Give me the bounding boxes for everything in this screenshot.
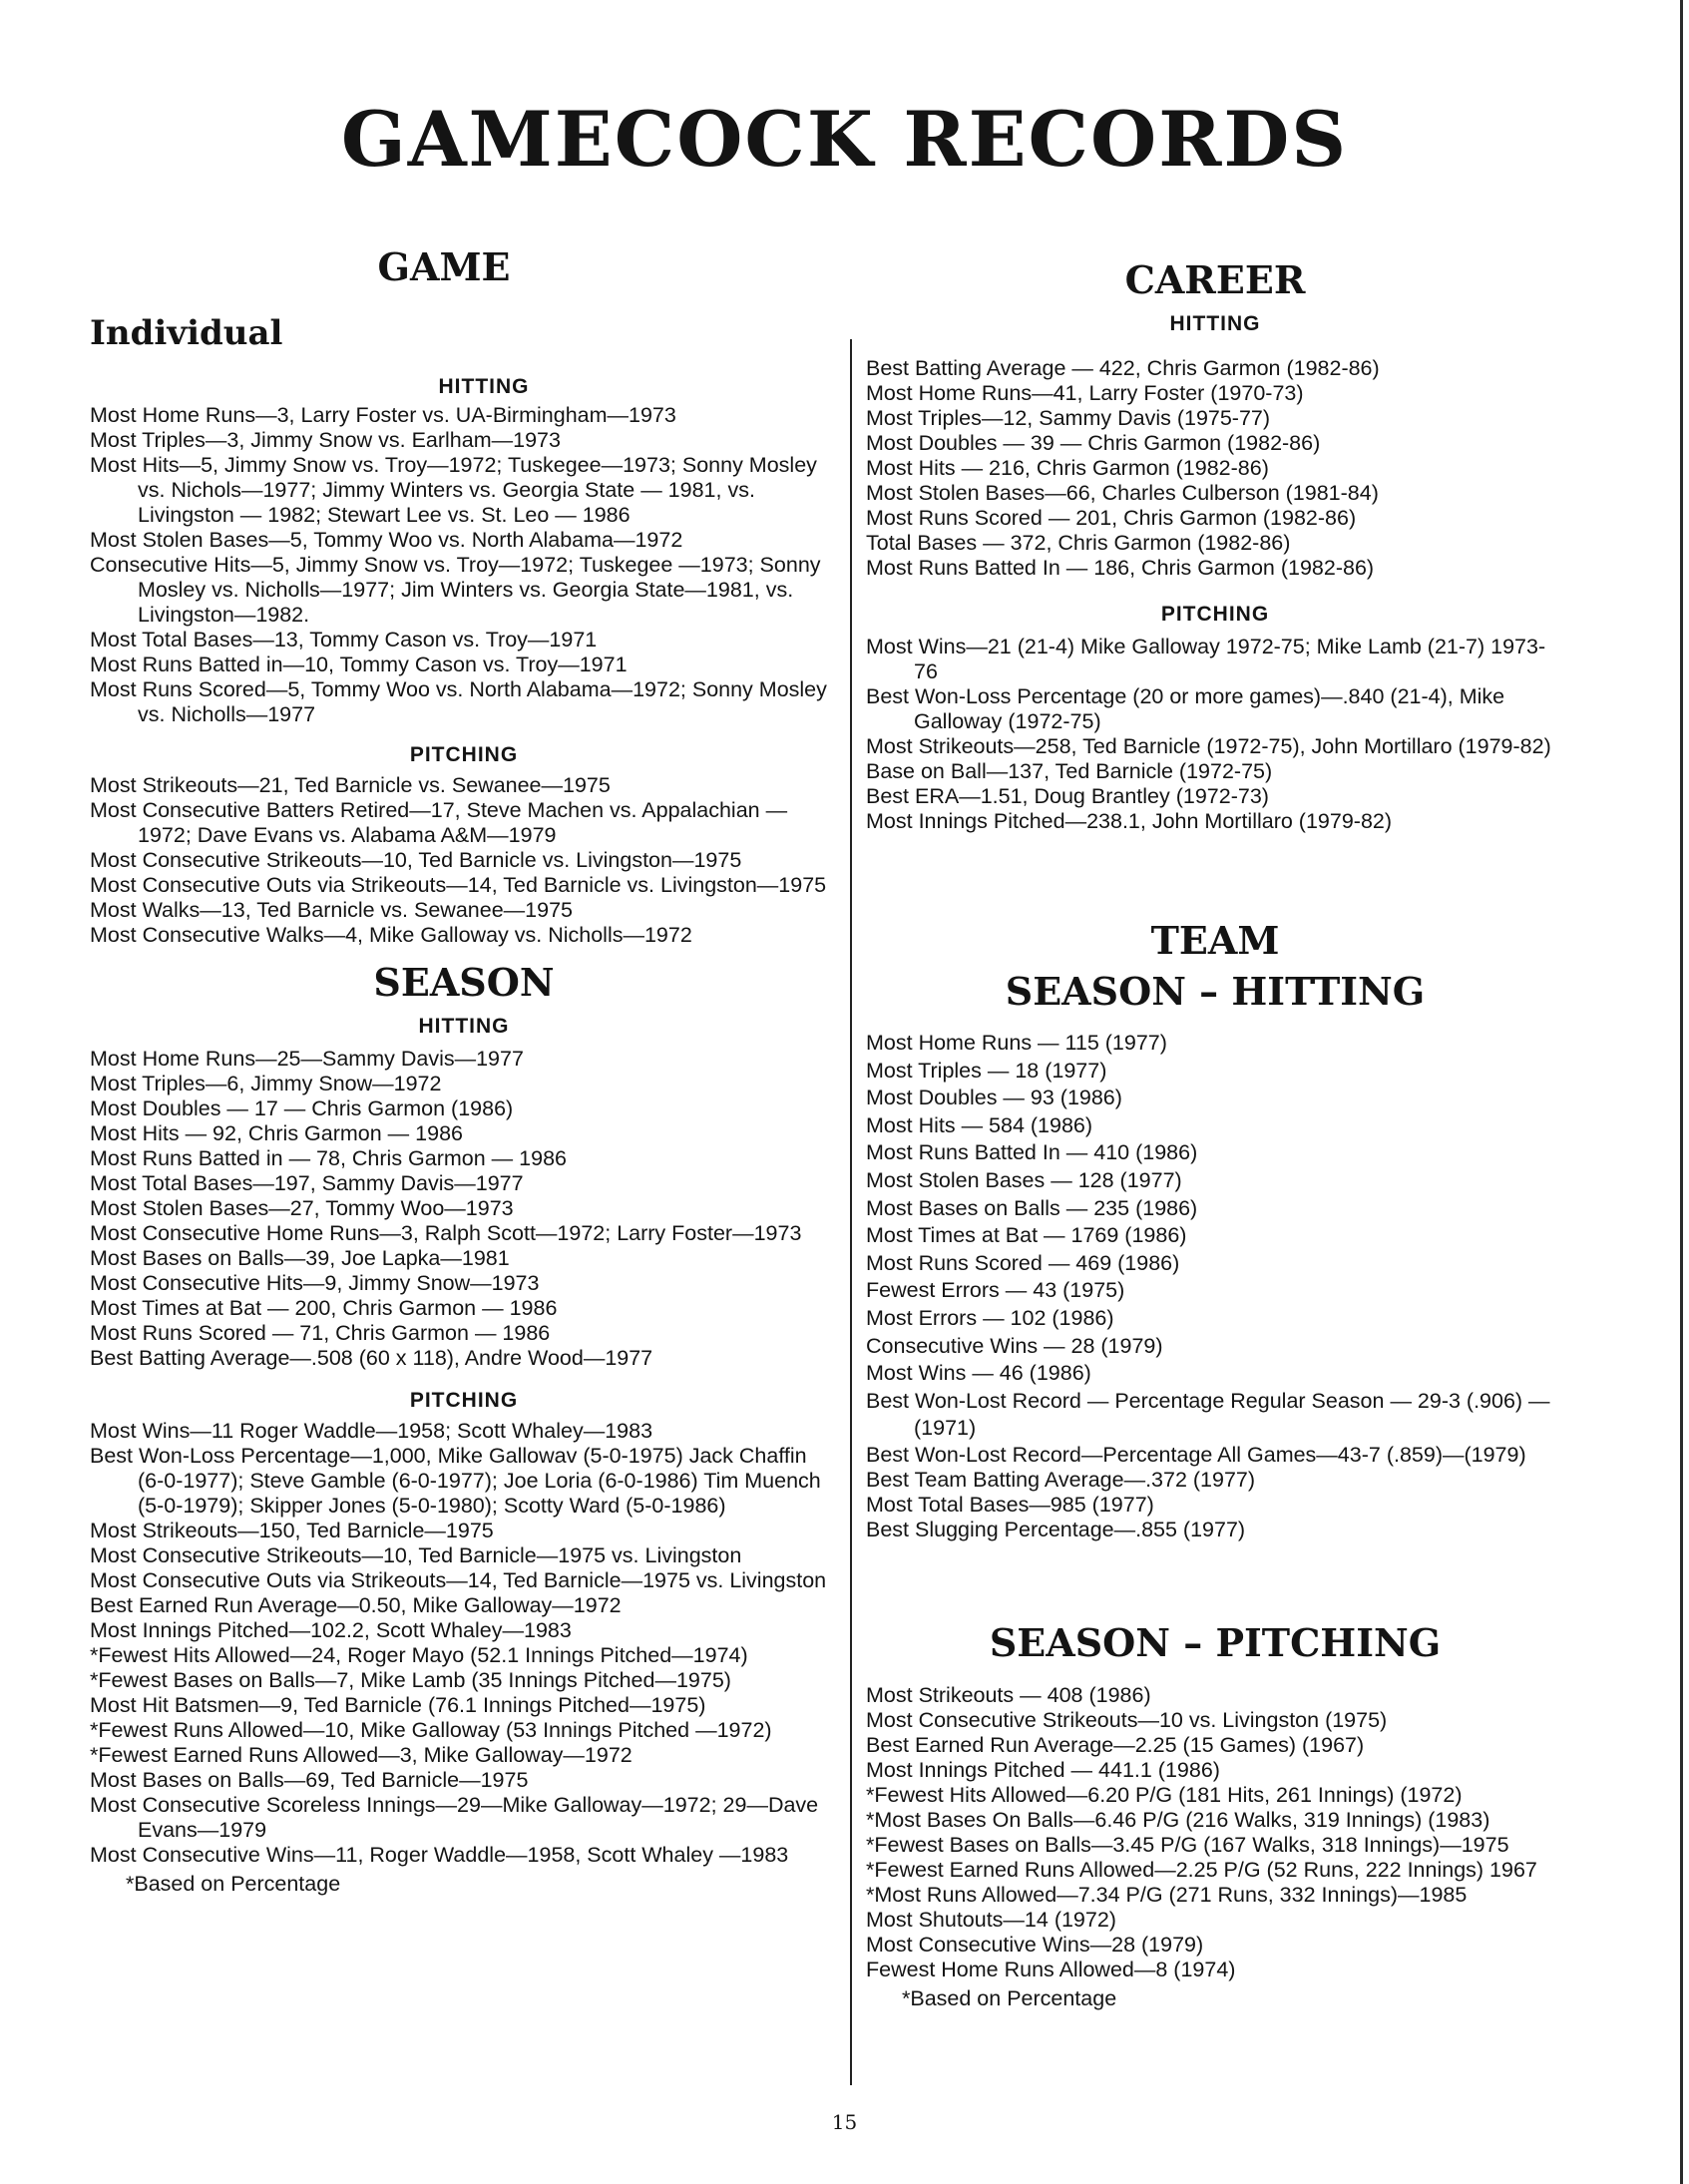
- list-item: Most Wins — 46 (1986): [866, 1361, 1091, 1386]
- list-item: Most Wins—21 (21-4) Mike Galloway 1972-75; Mike Lamb (21-7) 1973-76: [866, 635, 1546, 683]
- list-item: Most Total Bases—985 (1977): [866, 1492, 1154, 1517]
- list-item: Best Won-Lost Record—Percentage All Games—43-7 (.859)—(1979): [866, 1442, 1526, 1467]
- list-item: Most Consecutive Hits—9, Jimmy Snow—1973: [90, 1271, 540, 1295]
- list-item: Most Stolen Bases—27, Tommy Woo—1973: [90, 1196, 514, 1220]
- list-item: Most Runs Batted In — 186, Chris Garmon (1982-86): [866, 556, 1375, 580]
- list-item: Most Innings Pitched—102.2, Scott Whaley—1983: [90, 1618, 572, 1642]
- list-item: Most Hits — 92, Chris Garmon — 1986: [90, 1121, 463, 1145]
- list-item: Fewest Home Runs Allowed—8 (1974): [866, 1957, 1236, 1981]
- list-item: Most Consecutive Scoreless Innings—29—Mike Galloway—1972; 29—Dave Evans—1979: [90, 1793, 819, 1842]
- list-item: Most Stolen Bases—66, Charles Culberson (1981-84): [866, 481, 1379, 505]
- list-item: *Fewest Earned Runs Allowed—2.25 P/G (52 Runs, 222 Innings) 1967: [866, 1857, 1537, 1882]
- list-item: Best Earned Run Average—2.25 (15 Games) (1967): [866, 1732, 1365, 1757]
- list-item: Most Runs Scored — 71, Chris Garmon — 1986: [90, 1321, 551, 1345]
- list-item: Most Consecutive Home Runs—3, Ralph Scott—1972; Larry Foster—1973: [90, 1221, 802, 1245]
- list-item: *Fewest Hits Allowed—6.20 P/G (181 Hits, 261 Innings) (1972): [866, 1782, 1463, 1807]
- season-hitting-heading: HITTING: [418, 1015, 510, 1038]
- list-item: Most Shutouts—14 (1972): [866, 1907, 1116, 1932]
- list-item: *Most Bases On Balls—6.46 P/G (216 Walks, 319 Innings) (1983): [866, 1807, 1490, 1832]
- list-item: Most Total Bases—13, Tommy Cason vs. Troy—1971: [90, 628, 598, 652]
- list-item: Most Doubles — 93 (1986): [866, 1086, 1122, 1110]
- list-item: Most Home Runs—3, Larry Foster vs. UA-Birmingham—1973: [90, 403, 676, 427]
- list-item: Most Home Runs—41, Larry Foster (1970-73): [866, 381, 1304, 405]
- team-season-pitching-heading: SEASON – PITCHING: [989, 1619, 1442, 1665]
- list-item: Consecutive Hits—5, Jimmy Snow vs. Troy—1972; Tuskegee —1973; Sonny Mosley vs. Nicholls—1977; Jim Winters vs. Georgia State—1981, vs. Livingston—1982.: [90, 553, 821, 627]
- team-season-hitting-heading: SEASON – HITTING: [1005, 969, 1426, 1014]
- list-item: *Fewest Bases on Balls—3.45 P/G (167 Walks, 318 Innings)—1975: [866, 1832, 1509, 1857]
- list-item: Most Bases on Balls—39, Joe Lapka—1981: [90, 1246, 510, 1270]
- column-divider: [850, 339, 852, 2085]
- team-pitching-list: [866, 1683, 1564, 1982]
- game-heading: GAME: [377, 244, 511, 289]
- list-item: Most Hits—5, Jimmy Snow vs. Troy—1972; Tuskegee—1973; Sonny Mosley vs. Nichols—1977; Jimmy Winters vs. Georgia State — 1981, vs. Livingston — 1982; Stewart Lee vs. St. Leo — 1986: [90, 453, 817, 527]
- game-hitting-heading: HITTING: [438, 375, 530, 398]
- game-pitching-list: [90, 773, 838, 948]
- career-pitching-list: [866, 635, 1564, 834]
- page-number: 15: [831, 2110, 858, 2134]
- list-item: Most Strikeouts—150, Ted Barnicle—1975: [90, 1519, 494, 1542]
- list-item: Most Walks—13, Ted Barnicle vs. Sewanee—1975: [90, 898, 573, 922]
- list-item: Most Triples—12, Sammy Davis (1975-77): [866, 406, 1271, 430]
- list-item: Most Stolen Bases—5, Tommy Woo vs. North Alabama—1972: [90, 528, 683, 552]
- list-item: Best Batting Average—.508 (60 x 118), Andre Wood—1977: [90, 1346, 653, 1370]
- list-item: Most Consecutive Batters Retired—17, Steve Machen vs. Appalachian —1972; Dave Evans vs. Alabama A&M—1979: [90, 798, 788, 847]
- list-item: Most Triples—6, Jimmy Snow—1972: [90, 1072, 442, 1095]
- list-item: Most Consecutive Walks—4, Mike Galloway vs. Nicholls—1972: [90, 923, 692, 947]
- right-column: [866, 257, 1564, 2011]
- footnote: *Based on Percentage: [902, 1985, 1117, 2010]
- list-item: Most Doubles — 39 — Chris Garmon (1982-86): [866, 431, 1321, 455]
- list-item: Most Consecutive Strikeouts—10, Ted Barnicle vs. Livingston—1975: [90, 848, 742, 872]
- list-item: Most Runs Scored — 469 (1986): [866, 1250, 1180, 1275]
- list-item: Most Runs Batted in — 78, Chris Garmon — 1986: [90, 1146, 567, 1170]
- list-item: Most Times at Bat — 200, Chris Garmon — 1986: [90, 1296, 558, 1320]
- career-hitting-heading: HITTING: [1169, 312, 1261, 335]
- list-item: Fewest Errors — 43 (1975): [866, 1278, 1125, 1303]
- page-title: GAMECOCK RECORDS: [340, 95, 1349, 184]
- team-heading: TEAM: [1150, 918, 1280, 963]
- season-pitching-heading: PITCHING: [409, 1389, 519, 1412]
- game-hitting-list: [90, 403, 838, 727]
- list-item: Most Consecutive Wins—11, Roger Waddle—1958, Scott Whaley —1983: [90, 1843, 789, 1867]
- game-pitching-heading: PITCHING: [409, 743, 519, 766]
- list-item: Most Hits — 584 (1986): [866, 1112, 1093, 1137]
- left-column: [90, 244, 838, 1897]
- list-item: Best Earned Run Average—0.50, Mike Galloway—1972: [90, 1593, 622, 1617]
- season-pitching-list: [90, 1419, 838, 1868]
- list-item: Most Consecutive Strikeouts—10 vs. Livingston (1975): [866, 1707, 1388, 1732]
- list-item: Most Strikeouts—258, Ted Barnicle (1972-75), John Mortillaro (1979-82): [866, 734, 1551, 758]
- list-item: Best Team Batting Average—.372 (1977): [866, 1467, 1256, 1492]
- list-item: Base on Ball—137, Ted Barnicle (1972-75): [866, 759, 1273, 783]
- list-item: Most Hit Batsmen—9, Ted Barnicle (76.1 Innings Pitched—1975): [90, 1693, 706, 1717]
- list-item: Most Runs Scored—5, Tommy Woo vs. North Alabama—1972; Sonny Mosley vs. Nicholls—1977: [90, 677, 827, 726]
- list-item: Most Consecutive Wins—28 (1979): [866, 1932, 1204, 1957]
- list-item: Most Bases on Balls—69, Ted Barnicle—1975: [90, 1768, 529, 1792]
- list-item: *Fewest Runs Allowed—10, Mike Galloway (53 Innings Pitched —1972): [90, 1718, 772, 1742]
- list-item: Best Batting Average — 422, Chris Garmon (1982-86): [866, 356, 1380, 380]
- list-item: Most Times at Bat — 1769 (1986): [866, 1223, 1187, 1248]
- list-item: *Fewest Bases on Balls—7, Mike Lamb (35 Innings Pitched—1975): [90, 1668, 731, 1692]
- list-item: Most Stolen Bases — 128 (1977): [866, 1167, 1182, 1192]
- list-item: Most Innings Pitched—238.1, John Mortillaro (1979-82): [866, 809, 1393, 833]
- list-item: Most Runs Scored — 201, Chris Garmon (1982-86): [866, 506, 1357, 530]
- footnote: *Based on Percentage: [126, 1872, 341, 1896]
- list-item: Best Slugging Percentage—.855 (1977): [866, 1517, 1246, 1541]
- list-item: Most Innings Pitched — 441.1 (1986): [866, 1757, 1220, 1782]
- list-item: *Most Runs Allowed—7.34 P/G (271 Runs, 332 Innings)—1985: [866, 1882, 1468, 1907]
- list-item: Most Wins—11 Roger Waddle—1958; Scott Whaley—1983: [90, 1419, 653, 1443]
- list-item: Most Runs Batted In — 410 (1986): [866, 1140, 1198, 1165]
- list-item: Best ERA—1.51, Doug Brantley (1972-73): [866, 784, 1269, 808]
- list-item: Best Won-Lost Record — Percentage Regular Season — 29-3 (.906) —(1971): [866, 1388, 1550, 1441]
- career-pitching-heading: PITCHING: [1160, 603, 1270, 626]
- list-item: Best Won-Loss Percentage—1,000, Mike Gallowav (5-0-1975) Jack Chaffin (6-0-1977); Steve Gamble (6-0-1977); Joe Loria (6-0-1986) Tim Muench (5-0-1979); Skipper Jones (5-0-1980); Scotty Ward (5-0-1986): [90, 1444, 821, 1518]
- list-item: Most Home Runs—25—Sammy Davis—1977: [90, 1047, 524, 1071]
- list-item: Most Consecutive Strikeouts—10, Ted Barnicle—1975 vs. Livingston: [90, 1543, 742, 1567]
- list-item: Most Runs Batted in—10, Tommy Cason vs. Troy—1971: [90, 653, 628, 676]
- list-item: Most Hits — 216, Chris Garmon (1982-86): [866, 456, 1269, 480]
- list-item: Most Triples — 18 (1977): [866, 1058, 1107, 1083]
- list-item: Best Won-Loss Percentage (20 or more games)—.840 (21-4), Mike Galloway (1972-75): [866, 684, 1505, 733]
- list-item: Most Strikeouts—21, Ted Barnicle vs. Sewanee—1975: [90, 773, 611, 797]
- list-item: Most Strikeouts — 408 (1986): [866, 1682, 1151, 1707]
- list-item: Total Bases — 372, Chris Garmon (1982-86): [866, 531, 1291, 555]
- individual-heading: Individual: [90, 313, 283, 353]
- career-hitting-list: [866, 356, 1564, 581]
- career-heading: CAREER: [1124, 257, 1306, 302]
- list-item: Most Consecutive Outs via Strikeouts—14, Ted Barnicle vs. Livingston—1975: [90, 873, 827, 897]
- list-item: *Fewest Earned Runs Allowed—3, Mike Galloway—1972: [90, 1743, 633, 1767]
- list-item: Most Home Runs — 115 (1977): [866, 1031, 1167, 1055]
- list-item: Most Doubles — 17 — Chris Garmon (1986): [90, 1096, 514, 1120]
- team-hitting-list: [866, 1030, 1564, 1542]
- season-heading: SEASON: [373, 960, 555, 1005]
- list-item: *Fewest Hits Allowed—24, Roger Mayo (52.1 Innings Pitched—1974): [90, 1643, 748, 1667]
- list-item: Most Errors — 102 (1986): [866, 1305, 1114, 1330]
- page-edge: [1680, 0, 1683, 2184]
- list-item: Most Total Bases—197, Sammy Davis—1977: [90, 1171, 524, 1195]
- list-item: Most Triples—3, Jimmy Snow vs. Earlham—1973: [90, 428, 561, 452]
- list-item: Most Consecutive Outs via Strikeouts—14, Ted Barnicle—1975 vs. Livingston: [90, 1568, 827, 1592]
- season-hitting-list: [90, 1047, 838, 1371]
- list-item: Consecutive Wins — 28 (1979): [866, 1333, 1163, 1358]
- list-item: Most Bases on Balls — 235 (1986): [866, 1195, 1198, 1220]
